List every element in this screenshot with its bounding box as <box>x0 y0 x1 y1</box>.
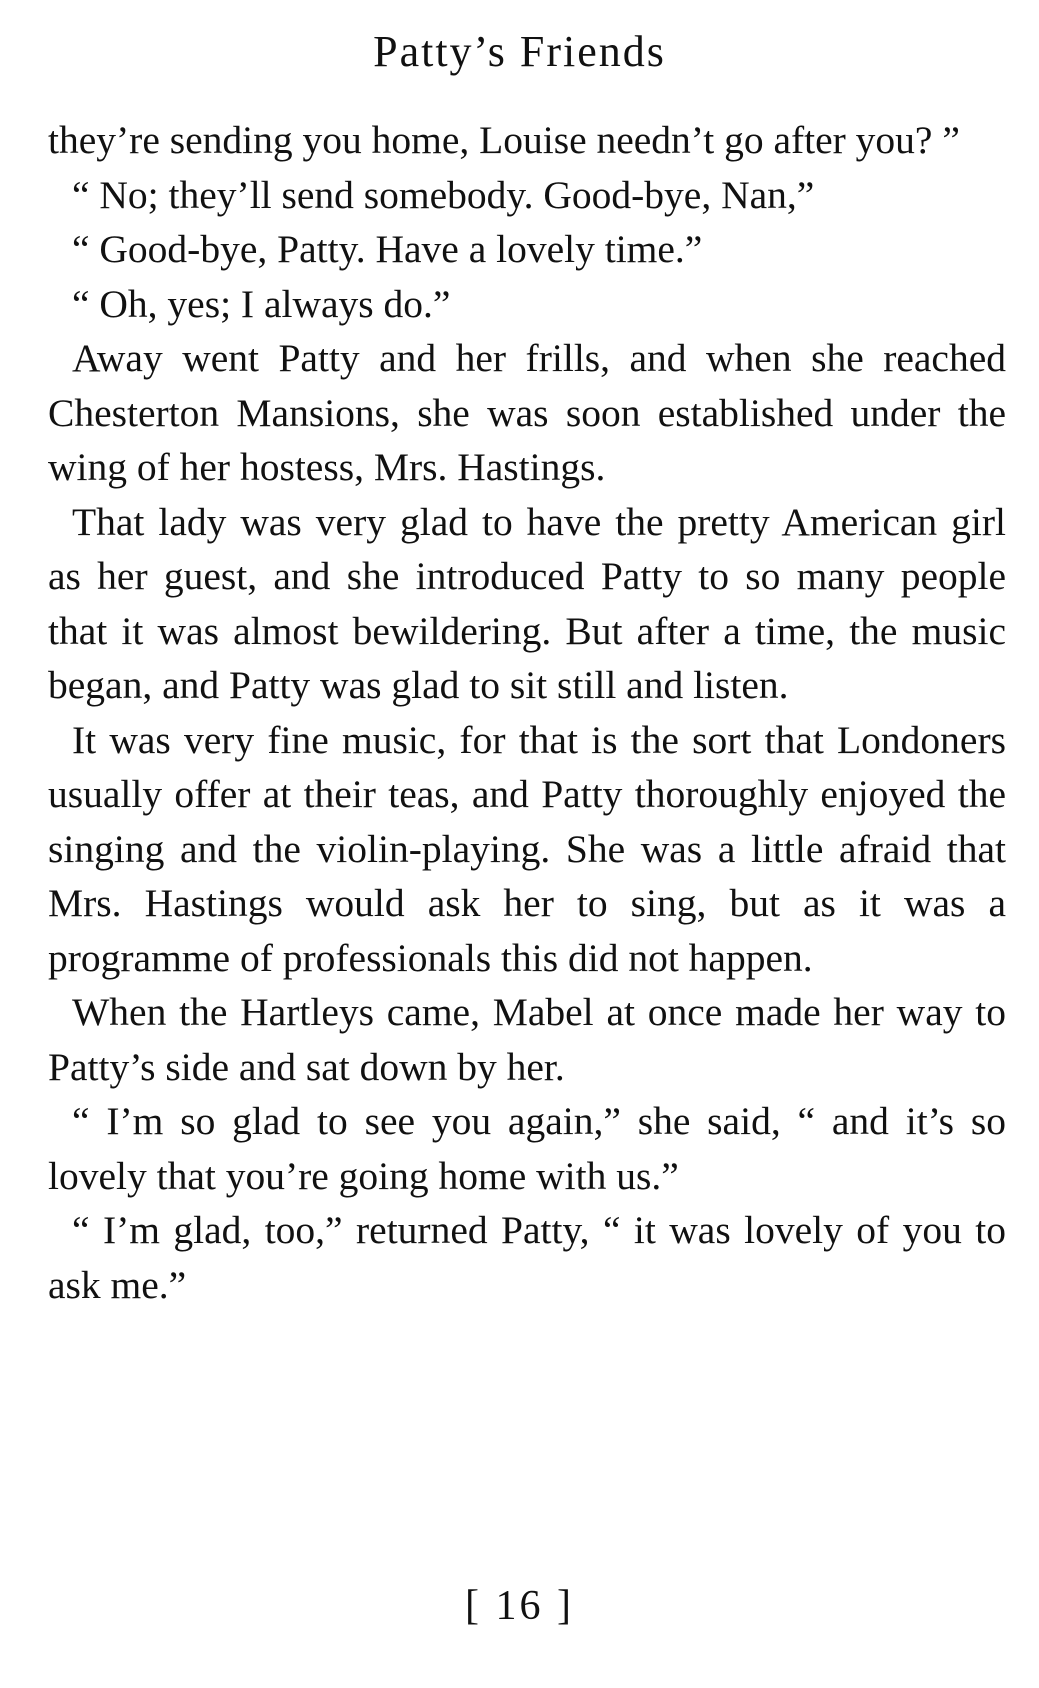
paragraph: It was very fine music, for that is the sort that Londoners usually offer at their teas, and Patty thoroughly enjoyed the singing and the violin-playing. She was a little afraid that Mrs. Hastings would ask her to sing, but as it was a programme of professionals this did not happen. <box>48 717 1006 980</box>
body-text <box>48 113 1006 1312</box>
paragraph: When the Hartleys came, Mabel at once made her way to Patty’s side and sat down by her. <box>48 990 1006 1089</box>
paragraph: “ No; they’ll send somebody. Good-bye, Nan,” <box>72 172 815 217</box>
paragraph: “ I’m glad, too,” returned Patty, “ it was lovely of you to ask me.” <box>48 1208 1006 1307</box>
running-head: Patty’s Friends <box>373 27 666 76</box>
paragraph: “ Oh, yes; I always do.” <box>72 281 451 326</box>
paragraph: That lady was very glad to have the pretty American girl as her guest, and she introduced Patty to so many people that it was almost bewildering. But after a time, the music began, and Patty was glad to sit still and listen. <box>48 499 1006 707</box>
page-number: [ 16 ] <box>465 1583 574 1629</box>
paragraph: Away went Patty and her frills, and when she reached Chesterton Mansions, she was soon established under the wing of her hostess, Mrs. Hastings. <box>48 336 1006 489</box>
paragraph: they’re sending you home, Louise needn’t go after you? ” <box>48 118 960 162</box>
paragraph: “ Good-bye, Patty. Have a lovely time.” <box>72 227 703 271</box>
paragraph: “ I’m so glad to see you again,” she said, “ and it’s so lovely that you’re going home with us.” <box>48 1099 1006 1198</box>
